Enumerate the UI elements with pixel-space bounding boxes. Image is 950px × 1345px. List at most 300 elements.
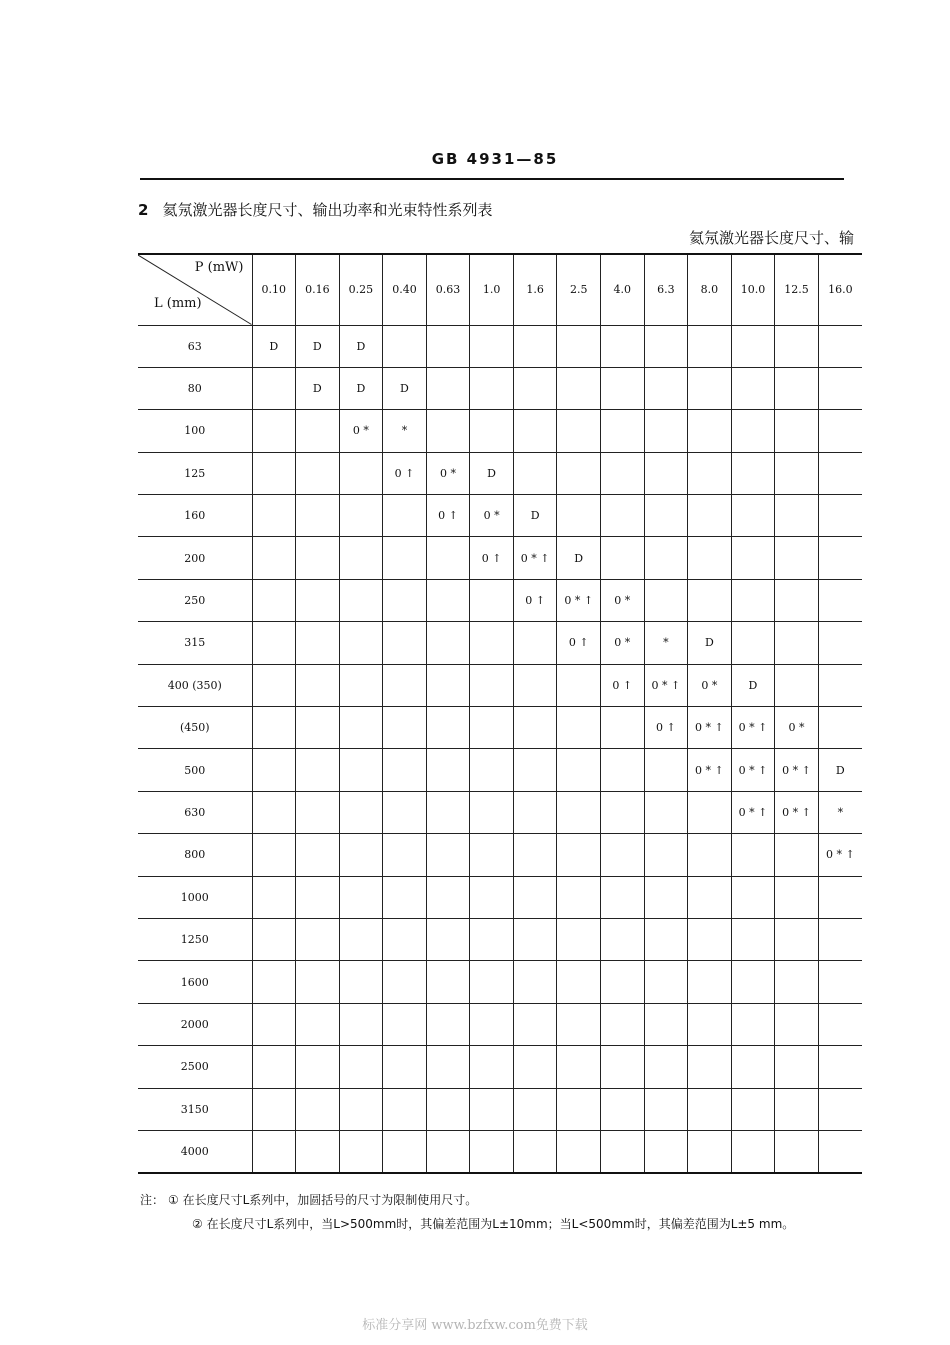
spec-cell: * bbox=[818, 791, 862, 833]
spec-cell bbox=[426, 367, 470, 409]
length-cell: 630 bbox=[138, 791, 252, 833]
spec-cell bbox=[513, 1003, 557, 1045]
spec-cell: 0 * ↑ bbox=[688, 749, 732, 791]
length-cell: 400 (350) bbox=[138, 664, 252, 706]
length-cell: (450) bbox=[138, 707, 252, 749]
spec-cell: 0 * ↑ bbox=[818, 834, 862, 876]
spec-cell bbox=[339, 452, 383, 494]
spec-cell bbox=[557, 791, 601, 833]
spec-cell bbox=[775, 537, 819, 579]
spec-cell bbox=[252, 961, 296, 1003]
power-axis-label: P (mW) bbox=[194, 260, 244, 275]
table-row bbox=[138, 749, 862, 791]
spec-cell bbox=[601, 537, 645, 579]
standard-number: GB 4931—85 bbox=[431, 150, 559, 168]
spec-cell bbox=[818, 1003, 862, 1045]
spec-cell bbox=[470, 707, 514, 749]
table-row bbox=[138, 410, 862, 452]
spec-cell bbox=[296, 1046, 340, 1088]
table-row bbox=[138, 1046, 862, 1088]
spec-cell bbox=[557, 876, 601, 918]
note-1 bbox=[140, 1188, 794, 1212]
header-rule bbox=[140, 178, 844, 180]
table-header-row bbox=[138, 254, 862, 325]
spec-cell bbox=[601, 918, 645, 960]
spec-cell bbox=[252, 749, 296, 791]
spec-cell bbox=[252, 918, 296, 960]
spec-cell bbox=[296, 579, 340, 621]
spec-cell bbox=[818, 664, 862, 706]
spec-cell bbox=[688, 876, 732, 918]
length-cell: 800 bbox=[138, 834, 252, 876]
spec-cell bbox=[688, 367, 732, 409]
spec-cell bbox=[426, 1088, 470, 1130]
spec-cell bbox=[688, 1003, 732, 1045]
spec-cell bbox=[470, 1046, 514, 1088]
spec-cell bbox=[252, 707, 296, 749]
spec-cell bbox=[688, 961, 732, 1003]
spec-cell bbox=[731, 325, 775, 367]
spec-cell bbox=[339, 707, 383, 749]
length-axis-label: L (mm) bbox=[154, 295, 202, 311]
spec-cell bbox=[339, 579, 383, 621]
note-2: ② 在长度尺寸L系列中，当L>500mm时，其偏差范围为L±10mm；当L<500mm时，其偏差范围为L±5 mm。 bbox=[192, 1217, 795, 1231]
spec-cell: D bbox=[513, 495, 557, 537]
spec-cell bbox=[775, 1003, 819, 1045]
spec-cell bbox=[296, 791, 340, 833]
spec-cell: D bbox=[557, 537, 601, 579]
spec-cell bbox=[818, 495, 862, 537]
length-cell: 125 bbox=[138, 452, 252, 494]
spec-cell bbox=[296, 834, 340, 876]
table-row bbox=[138, 1003, 862, 1045]
spec-cell bbox=[252, 537, 296, 579]
spec-cell bbox=[731, 367, 775, 409]
spec-cell: D bbox=[339, 367, 383, 409]
table-row bbox=[138, 961, 862, 1003]
spec-cell bbox=[601, 367, 645, 409]
spec-cell: 0 * bbox=[470, 495, 514, 537]
spec-cell: 0 ↑ bbox=[470, 537, 514, 579]
spec-cell: * bbox=[644, 622, 688, 664]
spec-cell bbox=[557, 452, 601, 494]
spec-cell: D bbox=[252, 325, 296, 367]
spec-cell bbox=[557, 495, 601, 537]
spec-cell bbox=[557, 749, 601, 791]
note-1-text: ① 在长度尺寸L系列中，加圆括号的尺寸为限制使用尺寸。 bbox=[168, 1193, 478, 1207]
length-cell: 500 bbox=[138, 749, 252, 791]
spec-cell bbox=[513, 452, 557, 494]
spec-cell bbox=[339, 1046, 383, 1088]
spec-cell bbox=[557, 1046, 601, 1088]
table-row bbox=[138, 876, 862, 918]
spec-cell bbox=[557, 410, 601, 452]
spec-cell bbox=[296, 495, 340, 537]
spec-cell bbox=[470, 1003, 514, 1045]
length-cell: 3150 bbox=[138, 1088, 252, 1130]
spec-cell bbox=[818, 918, 862, 960]
spec-cell bbox=[470, 579, 514, 621]
spec-cell bbox=[688, 537, 732, 579]
section-title: 氦氖激光器长度尺寸、输出功率和光束特性系列表 bbox=[162, 201, 493, 219]
spec-cell bbox=[513, 1088, 557, 1130]
spec-cell bbox=[644, 1130, 688, 1172]
spec-cell bbox=[339, 834, 383, 876]
spec-cell bbox=[775, 961, 819, 1003]
spec-cell bbox=[426, 537, 470, 579]
power-header-cell: 4.0 bbox=[601, 254, 645, 325]
spec-cell bbox=[775, 452, 819, 494]
spec-cell bbox=[644, 918, 688, 960]
power-header-cell: 0.10 bbox=[252, 254, 296, 325]
spec-cell: 0 * bbox=[775, 707, 819, 749]
spec-cell bbox=[339, 749, 383, 791]
spec-cell bbox=[557, 325, 601, 367]
spec-cell bbox=[731, 918, 775, 960]
length-cell: 4000 bbox=[138, 1130, 252, 1172]
spec-cell bbox=[818, 707, 862, 749]
spec-cell bbox=[688, 791, 732, 833]
spec-cell: 0 * ↑ bbox=[731, 749, 775, 791]
spec-cell: 0 ↑ bbox=[557, 622, 601, 664]
spec-cell bbox=[818, 325, 862, 367]
power-header-cell: 16.0 bbox=[818, 254, 862, 325]
spec-cell bbox=[557, 1088, 601, 1130]
spec-cell bbox=[383, 495, 427, 537]
spec-cell bbox=[470, 876, 514, 918]
spec-cell bbox=[296, 749, 340, 791]
spec-cell bbox=[818, 876, 862, 918]
spec-cell: 0 * ↑ bbox=[731, 791, 775, 833]
spec-cell bbox=[470, 834, 514, 876]
table-row bbox=[138, 537, 862, 579]
spec-cell bbox=[601, 876, 645, 918]
spec-cell bbox=[601, 1003, 645, 1045]
spec-cell: D bbox=[383, 367, 427, 409]
spec-cell bbox=[601, 452, 645, 494]
spec-cell: 0 * ↑ bbox=[775, 749, 819, 791]
spec-cell bbox=[296, 1130, 340, 1172]
spec-cell bbox=[426, 876, 470, 918]
section-heading bbox=[138, 199, 492, 220]
spec-cell: D bbox=[470, 452, 514, 494]
table-row bbox=[138, 918, 862, 960]
spec-cell: 0 ↑ bbox=[426, 495, 470, 537]
spec-cell: 0 * bbox=[426, 452, 470, 494]
table-caption: 氦氖激光器长度尺寸、输 bbox=[688, 229, 854, 247]
spec-cell bbox=[383, 1088, 427, 1130]
spec-cell: 0 * ↑ bbox=[688, 707, 732, 749]
spec-cell bbox=[383, 537, 427, 579]
power-header-cell: 8.0 bbox=[688, 254, 732, 325]
spec-cell bbox=[383, 622, 427, 664]
spec-cell bbox=[513, 1046, 557, 1088]
spec-cell bbox=[252, 1088, 296, 1130]
spec-cell bbox=[296, 664, 340, 706]
spec-cell bbox=[644, 791, 688, 833]
spec-cell: D bbox=[818, 749, 862, 791]
spec-cell bbox=[339, 622, 383, 664]
spec-cell bbox=[775, 664, 819, 706]
spec-cell bbox=[339, 961, 383, 1003]
spec-cell bbox=[296, 961, 340, 1003]
spec-cell bbox=[426, 834, 470, 876]
spec-cell bbox=[426, 325, 470, 367]
spec-cell bbox=[252, 452, 296, 494]
spec-cell bbox=[296, 707, 340, 749]
table-row bbox=[138, 664, 862, 706]
spec-cell bbox=[513, 410, 557, 452]
spec-cell bbox=[513, 918, 557, 960]
spec-cell bbox=[470, 749, 514, 791]
spec-cell bbox=[252, 367, 296, 409]
spec-cell bbox=[383, 1003, 427, 1045]
spec-cell: D bbox=[296, 325, 340, 367]
spec-cell bbox=[426, 791, 470, 833]
spec-cell bbox=[383, 918, 427, 960]
spec-cell bbox=[601, 1046, 645, 1088]
spec-cell bbox=[426, 1046, 470, 1088]
table-row bbox=[138, 1130, 862, 1172]
spec-cell bbox=[513, 749, 557, 791]
power-header-cell: 2.5 bbox=[557, 254, 601, 325]
spec-cell bbox=[296, 918, 340, 960]
spec-cell bbox=[644, 961, 688, 1003]
spec-cell bbox=[557, 664, 601, 706]
spec-cell bbox=[731, 1003, 775, 1045]
spec-cell bbox=[601, 325, 645, 367]
spec-cell: 0 * ↑ bbox=[731, 707, 775, 749]
power-header-cell: 12.5 bbox=[775, 254, 819, 325]
spec-cell bbox=[644, 1088, 688, 1130]
spec-cell bbox=[731, 452, 775, 494]
spec-cell bbox=[470, 961, 514, 1003]
spec-cell bbox=[426, 749, 470, 791]
spec-cell bbox=[252, 410, 296, 452]
spec-cell bbox=[339, 876, 383, 918]
spec-cell bbox=[775, 495, 819, 537]
length-cell: 1000 bbox=[138, 876, 252, 918]
spec-cell bbox=[601, 410, 645, 452]
spec-cell: 0 * ↑ bbox=[513, 537, 557, 579]
spec-cell bbox=[557, 961, 601, 1003]
spec-cell bbox=[775, 325, 819, 367]
table-row bbox=[138, 579, 862, 621]
spec-cell bbox=[513, 367, 557, 409]
spec-cell bbox=[731, 495, 775, 537]
spec-cell bbox=[644, 1003, 688, 1045]
spec-cell bbox=[252, 579, 296, 621]
length-cell: 100 bbox=[138, 410, 252, 452]
spec-cell bbox=[557, 1130, 601, 1172]
spec-cell bbox=[557, 918, 601, 960]
spec-cell bbox=[339, 1130, 383, 1172]
spec-cell bbox=[688, 495, 732, 537]
spec-cell bbox=[470, 367, 514, 409]
section-number: 2 bbox=[138, 201, 149, 219]
spec-cell bbox=[818, 622, 862, 664]
spec-cell bbox=[644, 834, 688, 876]
spec-cell bbox=[470, 918, 514, 960]
table-row bbox=[138, 791, 862, 833]
spec-cell bbox=[383, 579, 427, 621]
spec-cell bbox=[513, 961, 557, 1003]
spec-cell bbox=[339, 1088, 383, 1130]
spec-cell bbox=[601, 1088, 645, 1130]
spec-cell bbox=[470, 1130, 514, 1172]
spec-cell bbox=[383, 1130, 427, 1172]
length-cell: 1250 bbox=[138, 918, 252, 960]
spec-cell bbox=[339, 791, 383, 833]
spec-cell bbox=[688, 834, 732, 876]
power-header-cell: 0.16 bbox=[296, 254, 340, 325]
spec-cell: D bbox=[731, 664, 775, 706]
spec-cell bbox=[296, 1088, 340, 1130]
spec-cell bbox=[426, 707, 470, 749]
spec-cell bbox=[470, 664, 514, 706]
spec-cell bbox=[731, 1130, 775, 1172]
table-row bbox=[138, 1088, 862, 1130]
spec-cell bbox=[688, 918, 732, 960]
spec-cell bbox=[731, 1088, 775, 1130]
spec-cell bbox=[383, 749, 427, 791]
spec-cell bbox=[470, 1088, 514, 1130]
power-header-cell: 0.25 bbox=[339, 254, 383, 325]
spec-cell: 0 * bbox=[688, 664, 732, 706]
spec-cell bbox=[731, 537, 775, 579]
length-cell: 2500 bbox=[138, 1046, 252, 1088]
spec-cell bbox=[557, 367, 601, 409]
spec-cell bbox=[296, 876, 340, 918]
length-cell: 80 bbox=[138, 367, 252, 409]
spec-cell bbox=[383, 961, 427, 1003]
spec-cell bbox=[513, 791, 557, 833]
spec-cell bbox=[818, 1046, 862, 1088]
spec-cell bbox=[731, 876, 775, 918]
power-header-cell: 0.40 bbox=[383, 254, 427, 325]
spec-cell bbox=[426, 622, 470, 664]
spec-cell bbox=[470, 410, 514, 452]
spec-cell: D bbox=[296, 367, 340, 409]
spec-cell bbox=[339, 664, 383, 706]
spec-cell bbox=[644, 537, 688, 579]
spec-cell bbox=[601, 1130, 645, 1172]
spec-cell bbox=[513, 834, 557, 876]
spec-cell bbox=[252, 876, 296, 918]
spec-cell bbox=[383, 834, 427, 876]
table-row bbox=[138, 834, 862, 876]
spec-cell bbox=[601, 961, 645, 1003]
spec-cell bbox=[818, 367, 862, 409]
spec-cell bbox=[426, 1003, 470, 1045]
spec-cell bbox=[339, 537, 383, 579]
length-cell: 2000 bbox=[138, 1003, 252, 1045]
spec-cell bbox=[296, 537, 340, 579]
notes-block bbox=[140, 1188, 794, 1236]
spec-cell bbox=[296, 1003, 340, 1045]
spec-cell bbox=[818, 579, 862, 621]
spec-cell bbox=[296, 622, 340, 664]
spec-cell bbox=[252, 495, 296, 537]
spec-cell bbox=[688, 410, 732, 452]
spec-cell: 0 * ↑ bbox=[644, 664, 688, 706]
power-header-cell: 1.0 bbox=[470, 254, 514, 325]
length-cell: 200 bbox=[138, 537, 252, 579]
spec-cell bbox=[339, 918, 383, 960]
spec-cell bbox=[731, 410, 775, 452]
watermark: 标准分享网 www.bzfxw.com免费下载 bbox=[362, 1318, 588, 1333]
spec-cell bbox=[513, 325, 557, 367]
spec-cell bbox=[252, 791, 296, 833]
spec-cell bbox=[644, 367, 688, 409]
spec-cell bbox=[252, 834, 296, 876]
spec-cell bbox=[688, 1088, 732, 1130]
spec-cell bbox=[426, 664, 470, 706]
spec-cell bbox=[775, 918, 819, 960]
spec-cell bbox=[818, 961, 862, 1003]
spec-cell bbox=[513, 664, 557, 706]
spec-cell: 0 ↑ bbox=[601, 664, 645, 706]
spec-cell bbox=[818, 537, 862, 579]
table-row bbox=[138, 622, 862, 664]
spec-cell: 0 * bbox=[339, 410, 383, 452]
table-row bbox=[138, 495, 862, 537]
spec-cell bbox=[644, 495, 688, 537]
spec-cell bbox=[775, 1088, 819, 1130]
spec-cell: 0 * bbox=[601, 622, 645, 664]
length-cell: 1600 bbox=[138, 961, 252, 1003]
table-row bbox=[138, 367, 862, 409]
spec-cell bbox=[296, 452, 340, 494]
spec-cell bbox=[688, 579, 732, 621]
spec-cell bbox=[470, 791, 514, 833]
spec-cell bbox=[426, 410, 470, 452]
spec-cell bbox=[644, 325, 688, 367]
spec-cell: 0 ↑ bbox=[644, 707, 688, 749]
spec-cell bbox=[818, 452, 862, 494]
table-row bbox=[138, 325, 862, 367]
spec-cell bbox=[426, 961, 470, 1003]
spec-cell bbox=[601, 495, 645, 537]
spec-cell bbox=[557, 1003, 601, 1045]
spec-cell: 0 * ↑ bbox=[775, 791, 819, 833]
spec-cell bbox=[688, 1046, 732, 1088]
spec-cell bbox=[644, 579, 688, 621]
spec-cell bbox=[513, 622, 557, 664]
spec-cell bbox=[383, 664, 427, 706]
power-header-cell: 0.63 bbox=[426, 254, 470, 325]
table-row bbox=[138, 452, 862, 494]
spec-cell bbox=[513, 876, 557, 918]
spec-cell bbox=[252, 1046, 296, 1088]
spec-cell bbox=[688, 452, 732, 494]
length-cell: 250 bbox=[138, 579, 252, 621]
spec-cell bbox=[252, 1003, 296, 1045]
spec-cell: D bbox=[339, 325, 383, 367]
spec-cell bbox=[688, 1130, 732, 1172]
spec-cell bbox=[557, 707, 601, 749]
spec-cell bbox=[775, 834, 819, 876]
spec-cell bbox=[470, 325, 514, 367]
spec-cell bbox=[688, 325, 732, 367]
laser-spec-table bbox=[138, 253, 862, 1174]
spec-cell bbox=[818, 1130, 862, 1172]
spec-cell bbox=[383, 876, 427, 918]
spec-cell bbox=[470, 622, 514, 664]
spec-cell bbox=[252, 664, 296, 706]
spec-cell: 0 ↑ bbox=[383, 452, 427, 494]
spec-cell: 0 * ↑ bbox=[557, 579, 601, 621]
